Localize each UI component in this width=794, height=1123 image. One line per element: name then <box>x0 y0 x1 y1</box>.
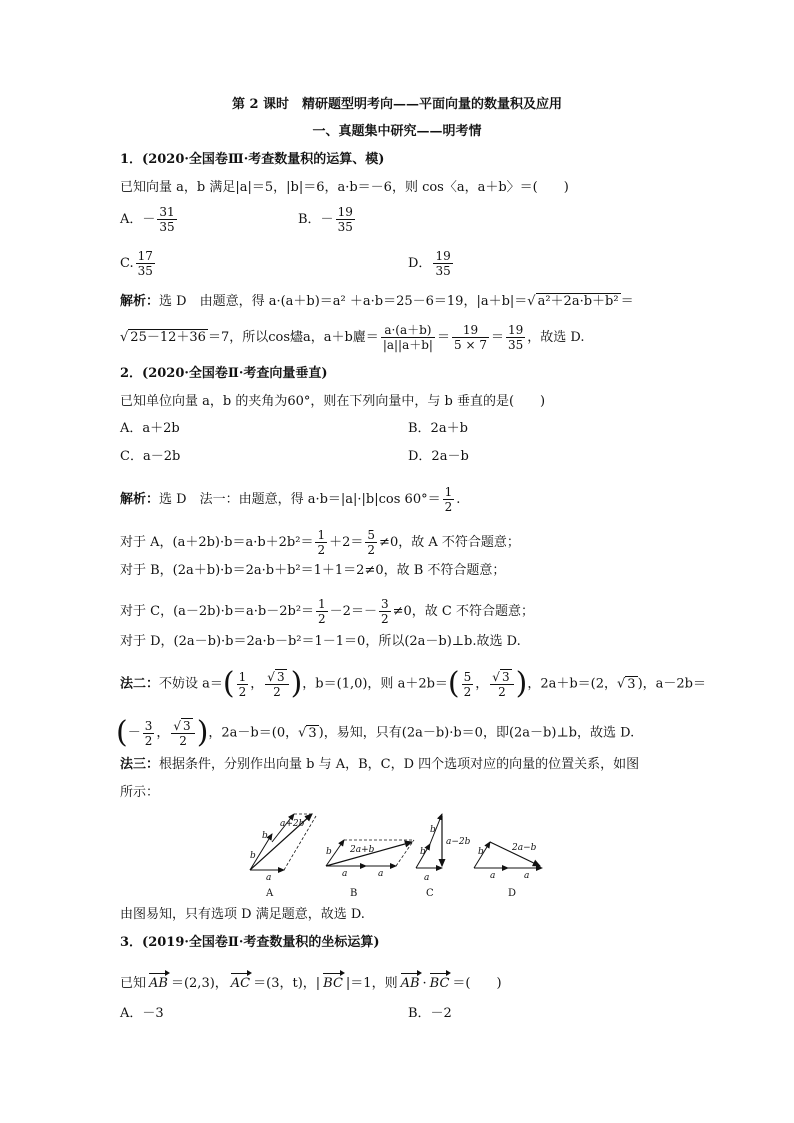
fig-d-label-b: b <box>478 847 484 857</box>
q2-option-d: D．2a－b <box>408 449 469 464</box>
q1-solution-line2: √ 25－12＋36 ＝7，所以cos燼a，a＋b廲＝ $\frac{a\cdot(a+b)}{|a||a+b|}$ ＝ $\frac{19}{5 \times 7}$ ＝ $\frac{19}{35}$ ，故选 D. <box>120 323 585 352</box>
q3-stem: 已知 AB ＝(2,3)， AC ＝(3，t)，| BC |＝1，则 AB · BC ＝( ) <box>120 971 502 992</box>
figure-a <box>250 814 316 899</box>
q1-heading: 1．(2020·全国卷Ⅲ·考查数量积的运算、模) <box>120 152 385 167</box>
fig-c-label-diff: a−2b <box>446 837 471 847</box>
fig-b-label-a2: a <box>378 869 384 879</box>
fig-c-label-b2: b <box>430 825 436 835</box>
vector-bc: BC <box>323 971 343 992</box>
fig-a-caption: A <box>266 888 274 899</box>
fig-d-label-a: a <box>490 871 496 881</box>
q1-option-c: C. $\frac{17}{35}$ <box>120 249 153 278</box>
vector-figure <box>236 808 552 902</box>
figure-b <box>326 840 414 899</box>
q2-solution-method3: 法三：根据条件，分别作出向量 b 与 A，B，C，D 四个选项对应的向量的位置关系，如图 <box>120 757 640 772</box>
figure-c <box>416 814 471 899</box>
q3-option-a: A．－3 <box>120 1006 164 1021</box>
q1-option-a: A．－ $\frac{31}{35}$ <box>120 205 175 234</box>
fig-a-label-sum: a+2b <box>280 819 305 829</box>
q2-solution-method1: 解析：选 D 法一：由题意，得 a·b＝|a|·|b|cos 60°＝ $\frac{1}{2}$ . <box>120 485 461 514</box>
vector-ab: AB <box>149 971 168 992</box>
q2-option-c: C．a－2b <box>120 449 181 464</box>
section-heading: 一、真题集中研究——明考情 <box>312 124 482 139</box>
page-title: 第 2 课时 精研题型明考向——平面向量的数量积及应用 <box>231 97 563 112</box>
q2-conclusion: 由图易知，只有选项 D 满足题意，故选 D. <box>120 907 365 922</box>
q1-stem: 已知向量 a，b 满足|a|＝5，|b|＝6，a·b＝－6，则 cos〈a，a＋b〉＝( ) <box>120 180 569 195</box>
fig-a-label-a: a <box>266 873 272 883</box>
q2-check-b: 对于 B，(2a＋b)·b＝2a·b＋b²＝1＋1＝2≠0，故 B 不符合题意； <box>120 563 506 578</box>
fig-c-label-a: a <box>424 873 430 883</box>
q1-option-d: D． $\frac{19}{35}$ <box>408 249 451 278</box>
fig-b-caption: B <box>350 888 358 899</box>
q2-option-b: B．2a＋b <box>408 421 468 436</box>
fig-c-label-b: b <box>420 847 426 857</box>
fig-a-label-b2: b <box>262 831 268 841</box>
q1-solution-line1: 解析：选 D 由题意，得 a·(a＋b)＝a² ＋a·b＝25－6＝19，|a＋b|＝√ a²＋2a·b＋b² ＝ <box>120 294 634 309</box>
q2-solution-method2-line2: (－ $\frac{3}{2}$ ， $\frac{√ 3}{2}$ )，2a－b＝(0，√ 3 )，易知，只有(2a－b)·b＝0，即(2a－b)⊥b，故选 D. <box>116 715 635 750</box>
q2-check-a: 对于 A，(a＋2b)·b＝a·b＋2b²＝ $\frac{1}{2}$ ＋2＝ $\frac{5}{2}$ ≠0，故 A 不符合题意； <box>120 528 520 557</box>
q3-option-b: B．－2 <box>408 1006 452 1021</box>
fig-b-label-sum: 2a+b <box>350 845 375 855</box>
fig-a-label-b: b <box>250 851 256 861</box>
fig-b-label-a: a <box>342 869 348 879</box>
fig-c-caption: C <box>426 888 434 899</box>
q2-heading: 2．(2020·全国卷Ⅱ·考查向量垂直) <box>120 366 328 381</box>
vector-ac: AC <box>231 971 250 992</box>
figure-d <box>474 842 542 899</box>
q2-stem: 已知单位向量 a，b 的夹角为60°，则在下列向量中，与 b 垂直的是( ) <box>120 394 546 409</box>
fig-d-label-a2: a <box>524 871 530 881</box>
q2-check-c: 对于 C，(a－2b)·b＝a·b－2b²＝ $\frac{1}{2}$ －2＝－ $\frac{3}{2}$ ≠0，故 C 不符合题意； <box>120 597 534 626</box>
q1-option-b: B．－ $\frac{19}{35}$ <box>298 205 353 234</box>
q2-solution-method2-line1: 法二：不妨设 a＝( $\frac{1}{2}$ ， $\frac{√ 3}{2}$ )，b＝(1,0)，则 a＋2b＝( $\frac{5}{2}$ ， $\frac{√ 3}{2}$ )，2a＋b＝(2，√ 3 )，a－2b＝ <box>120 666 706 701</box>
q3-heading: 3．(2019·全国卷Ⅱ·考查数量积的坐标运算) <box>120 935 380 950</box>
fig-d-label-diff: 2a−b <box>512 843 537 853</box>
q2-check-d: 对于 D，(2a－b)·b＝2a·b－b²＝1－1＝0，所以(2a－b)⊥b.故选 D. <box>120 634 521 649</box>
q2-solution-method3-cont: 所示： <box>120 785 160 800</box>
fig-d-caption: D <box>508 888 517 899</box>
fig-b-label-b: b <box>326 847 332 857</box>
q2-option-a: A．a＋2b <box>120 421 180 436</box>
